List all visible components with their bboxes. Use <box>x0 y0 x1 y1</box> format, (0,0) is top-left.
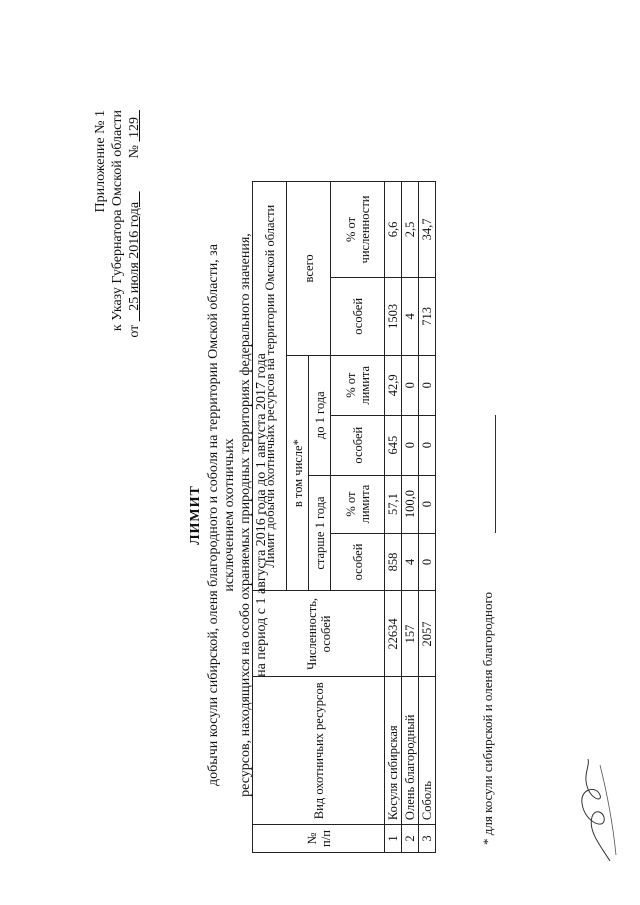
header-total: всего <box>287 182 331 356</box>
header-num: № п/п <box>253 825 385 853</box>
cell-younger-pct: 42,9 <box>385 355 402 415</box>
cell-total-count: 4 <box>402 277 419 355</box>
decree-date: 25 июля 2016 года <box>127 201 142 311</box>
title-line-1: добычи косули сибирской, оленя благородного и соболя на территории Омской области, за исключением охотничьих <box>206 244 237 786</box>
date-prefix: от <box>127 324 142 338</box>
cell-younger-count: 0 <box>419 415 436 475</box>
appendix-line-1: Приложение № 1 <box>93 110 108 213</box>
cell-younger-count: 0 <box>402 415 419 475</box>
table-row <box>402 182 419 853</box>
decree-number: 129 <box>127 117 142 138</box>
header-younger-count: особей <box>331 415 385 475</box>
header-population: Численность, особей <box>253 591 385 677</box>
cell-population: 22634 <box>385 591 402 677</box>
cell-younger-pct: 0 <box>419 355 436 415</box>
limits-table <box>252 181 436 853</box>
appendix-line-2: к Указу Губернатора Омской области <box>110 110 125 332</box>
header-total-count: особей <box>331 277 385 355</box>
footnote: * для косули сибирской и оленя благородного <box>480 592 495 845</box>
cell-num: 1 <box>385 825 402 853</box>
cell-younger-count: 645 <box>385 415 402 475</box>
number-prefix: № <box>127 145 142 159</box>
cell-population: 2057 <box>419 591 436 677</box>
document-heading: ЛИМИТ <box>188 485 203 545</box>
cell-kind: Соболь <box>419 677 436 825</box>
header-kind: Вид охотничьих ресурсов <box>253 677 385 825</box>
cell-total-pct: 2,5 <box>402 182 419 278</box>
header-total-pct: % от численности <box>331 182 385 278</box>
cell-older-pct: 0 <box>419 475 436 533</box>
title-line-3: на период с 1 августа 2016 года до 1 августа 2017 года <box>254 353 269 677</box>
header-including: в том числе* <box>287 355 309 591</box>
header-older-count: особей <box>331 533 385 591</box>
header-limit: Лимит добычи охотничьих ресурсов на территории Омской области <box>253 182 287 591</box>
header-younger: до 1 года <box>309 355 331 475</box>
cell-total-pct: 6,6 <box>385 182 402 278</box>
signature-mark <box>570 755 622 865</box>
table-row <box>419 182 436 853</box>
cell-kind: Олень благородный <box>402 677 419 825</box>
cell-kind: Косуля сибирская <box>385 677 402 825</box>
cell-num: 3 <box>419 825 436 853</box>
table-row <box>385 182 402 853</box>
header-younger-pct: % от лимита <box>331 355 385 415</box>
cell-older-count: 4 <box>402 533 419 591</box>
cell-older-pct: 100,0 <box>402 475 419 533</box>
header-older: старше 1 года <box>309 475 331 591</box>
cell-population: 157 <box>402 591 419 677</box>
cell-total-count: 1503 <box>385 277 402 355</box>
cell-older-count: 0 <box>419 533 436 591</box>
cell-older-count: 858 <box>385 533 402 591</box>
cell-older-pct: 57,1 <box>385 475 402 533</box>
header-older-pct: % от лимита <box>331 475 385 533</box>
appendix-date-line <box>126 110 143 430</box>
appendix-header <box>92 110 143 430</box>
title-line-2: ресурсов, находящихся на особо охраняемых природных территориях федерального значения, <box>238 233 253 797</box>
cell-younger-pct: 0 <box>402 355 419 415</box>
cell-total-pct: 34,7 <box>419 182 436 278</box>
separator-line <box>495 415 496 533</box>
cell-num: 2 <box>402 825 419 853</box>
cell-total-count: 713 <box>419 277 436 355</box>
